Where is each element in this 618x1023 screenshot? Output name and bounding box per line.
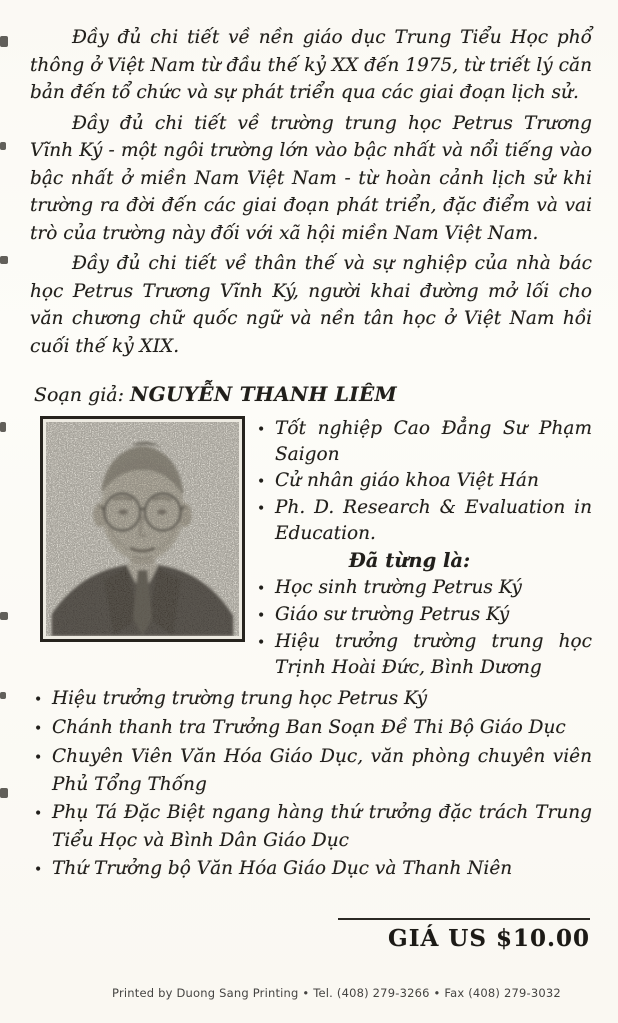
role-item <box>257 575 592 602</box>
bullet-icon: • <box>257 474 266 490</box>
price-text: GIÁ US $10.00 <box>388 925 590 952</box>
bullet-icon: • <box>34 806 43 822</box>
scan-artifact <box>0 36 8 47</box>
credential-item <box>257 495 592 547</box>
scan-artifact <box>0 422 6 432</box>
bullet-icon: • <box>34 692 43 708</box>
role-item <box>257 602 592 629</box>
role-text: Giáo sư trường Petrus Ký <box>275 604 510 625</box>
bullet-icon: • <box>257 635 266 651</box>
intro-paragraph-education: Đầy đủ chi tiết về nền giáo dục Trung Tiểu Học phổ thông ở Việt Nam từ đầu thế kỷ XX đến 1975, từ triết lý căn bản đến tổ chức và sự phát triển qua các giai đoạn lịch sử. <box>30 27 592 103</box>
role-item <box>34 799 592 855</box>
scan-artifact <box>0 692 6 699</box>
intro-section <box>0 24 618 360</box>
intro-paragraph-school: Đầy đủ chi tiết về trường trung học Petrus Trương Vĩnh Ký - một ngôi trường lớn vào bậc nhất và nổi tiếng vào bậc nhất ở miền Nam Việt Nam - từ hoàn cảnh lịch sử khi trường ra đời đến các giai đoạn phát triển, đặc điểm và vai trò của trường này đối với xã hội miền Nam Việt Nam. <box>30 112 592 244</box>
author-label: Soạn giả: <box>34 384 125 406</box>
printer-footer: Printed by Duong Sang Printing • Tel. (408) 279-3266 • Fax (408) 279-3032 <box>112 986 561 1000</box>
scan-artifact <box>0 142 6 150</box>
scan-artifact <box>0 788 8 798</box>
bullet-icon: • <box>34 862 43 878</box>
scan-artifact <box>0 612 8 620</box>
author-photo-frame <box>40 416 245 642</box>
role-item <box>34 855 592 884</box>
credential-item <box>257 468 592 495</box>
role-item <box>34 685 592 714</box>
bullet-icon: • <box>257 422 266 438</box>
role-text: Hiệu trưởng trường trung học Petrus Ký <box>52 688 428 709</box>
credentials-column <box>257 416 592 681</box>
price-block <box>338 918 590 952</box>
role-item <box>34 743 592 799</box>
bullet-icon: • <box>34 721 43 737</box>
role-text: Thứ Trưởng bộ Văn Hóa Giáo Dục và Thanh Niên <box>52 858 513 879</box>
role-text: Phụ Tá Đặc Biệt ngang hàng thứ trưởng đặc trách Trung Tiểu Học và Bình Dân Giáo Dục <box>52 802 592 851</box>
credential-text: Cử nhân giáo khoa Việt Hán <box>275 470 539 491</box>
credential-text: Ph. D. Research & Evaluation in Education. <box>275 497 592 544</box>
role-text: Hiệu trưởng trường trung học Trịnh Hoài Đức, Bình Dương <box>275 631 592 678</box>
role-item <box>257 629 592 681</box>
intro-paragraph-petrus-ky: Đầy đủ chi tiết về thân thế và sự nghiệp của nhà bác học Petrus Trương Vĩnh Ký, người khai đường mở lối cho văn chương chữ quốc ngữ và nền tân học ở Việt Nam hồi cuối thế kỷ XIX. <box>30 253 592 357</box>
author-section <box>40 416 592 681</box>
former-roles-heading: Đã từng là: <box>348 549 471 572</box>
credential-item <box>257 416 592 468</box>
bullet-icon: • <box>257 608 266 624</box>
roles-full-width-list <box>34 685 592 884</box>
bullet-icon: • <box>257 581 266 597</box>
author-portrait-image <box>46 422 239 636</box>
bullet-icon: • <box>257 501 266 517</box>
role-item <box>34 714 592 743</box>
role-text: Chánh thanh tra Trưởng Ban Soạn Đề Thi Bộ Giáo Dục <box>52 717 566 738</box>
role-text: Chuyên Viên Văn Hóa Giáo Dục, văn phòng chuyên viên Phủ Tổng Thống <box>52 746 592 795</box>
bullet-icon: • <box>34 750 43 766</box>
author-line <box>34 382 592 406</box>
credential-text: Tốt nghiệp Cao Đẳng Sư Phạm Saigon <box>275 418 592 465</box>
scan-artifact <box>0 256 8 264</box>
role-text: Học sinh trường Petrus Ký <box>275 577 522 598</box>
author-name: NGUYỄN THANH LIÊM <box>130 382 397 406</box>
